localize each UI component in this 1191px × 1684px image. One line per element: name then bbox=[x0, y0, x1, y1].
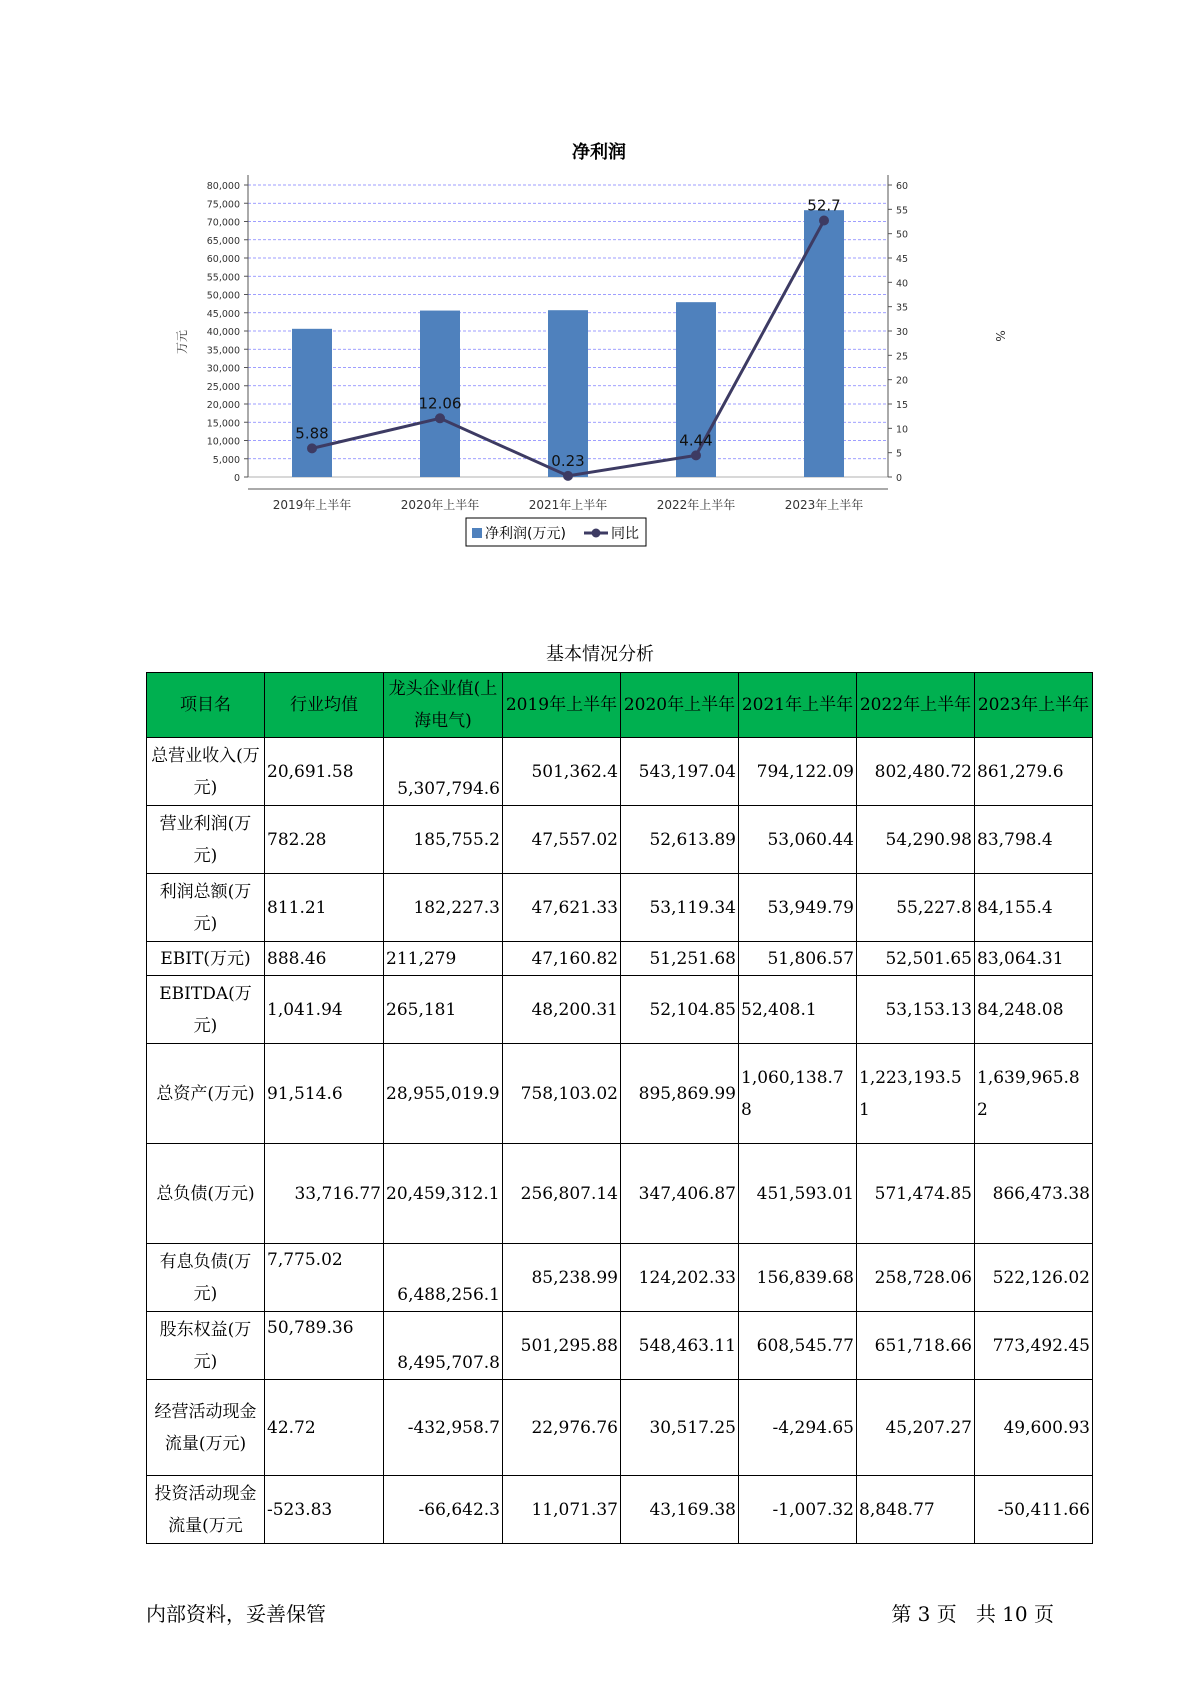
y-tick-label: 5,000 bbox=[212, 454, 240, 466]
cell-2022h1: 651,718.66 bbox=[857, 1312, 975, 1380]
header-item-name: 项目名 bbox=[147, 673, 265, 738]
cell-2022h1: 52,501.65 bbox=[857, 942, 975, 976]
cell-2021h1: 51,806.57 bbox=[739, 942, 857, 976]
yoy-data-label: 12.06 bbox=[418, 394, 462, 413]
yoy-point bbox=[307, 443, 317, 453]
table-row bbox=[147, 1380, 1093, 1476]
cell-industry-avg: 42.72 bbox=[265, 1380, 384, 1476]
row-label: EBITDA(万元) bbox=[147, 976, 265, 1044]
cell-2022h1: 1,223,193.51 bbox=[857, 1044, 975, 1144]
legend-bar-swatch bbox=[472, 528, 482, 538]
yoy-data-label: 4.44 bbox=[679, 431, 713, 450]
cell-2022h1: 571,474.85 bbox=[857, 1144, 975, 1244]
cell-2023h1: 83,064.31 bbox=[975, 942, 1093, 976]
cell-industry-avg: 1,041.94 bbox=[265, 976, 384, 1044]
cell-leader-value: -432,958.7 bbox=[384, 1380, 503, 1476]
row-label: 营业利润(万元) bbox=[147, 806, 265, 874]
table-row bbox=[147, 1144, 1093, 1244]
cell-2023h1: 866,473.38 bbox=[975, 1144, 1093, 1244]
cell-2020h1: 124,202.33 bbox=[621, 1244, 739, 1312]
y-axis-label: 万元 bbox=[175, 329, 189, 355]
row-label: 投资活动现金流量(万元 bbox=[147, 1476, 265, 1544]
legend-line-marker bbox=[592, 529, 601, 538]
chart-bars bbox=[292, 210, 844, 477]
y-tick-label: 60,000 bbox=[206, 254, 240, 265]
cell-leader-value: -66,642.3 bbox=[384, 1476, 503, 1544]
cell-2019h1: 22,976.76 bbox=[503, 1380, 621, 1476]
bar bbox=[804, 210, 844, 477]
cell-2023h1: 773,492.45 bbox=[975, 1312, 1093, 1380]
table-row bbox=[147, 942, 1093, 976]
cell-2022h1: 45,207.27 bbox=[857, 1380, 975, 1476]
table-title: 基本情况分析 bbox=[546, 644, 654, 665]
y-tick-label: 75,000 bbox=[206, 199, 240, 211]
header-2022h1: 2022年上半年 bbox=[857, 673, 975, 738]
row-label: 利润总额(万元) bbox=[147, 874, 265, 942]
cell-2019h1: 501,362.4 bbox=[503, 738, 621, 806]
cell-industry-avg: 782.28 bbox=[265, 806, 384, 874]
yoy-data-label: 52.7 bbox=[807, 196, 841, 215]
header-leader-value: 龙头企业值(上海电气) bbox=[384, 673, 503, 738]
y-tick-label: 25,000 bbox=[206, 381, 240, 393]
cell-2019h1: 47,557.02 bbox=[503, 806, 621, 874]
row-label: 有息负债(万元) bbox=[147, 1244, 265, 1312]
yoy-point bbox=[563, 471, 573, 481]
y-tick-label: 20,000 bbox=[206, 400, 240, 411]
y-tick-label: 35,000 bbox=[206, 345, 240, 357]
table-row bbox=[147, 1244, 1093, 1312]
cell-2022h1: 8,848.77 bbox=[857, 1476, 975, 1544]
x-tick-label: 2020年上半年 bbox=[400, 498, 480, 512]
y-tick-label: 30,000 bbox=[206, 363, 240, 375]
cell-leader-value: 28,955,019.9 bbox=[384, 1044, 503, 1144]
cell-2019h1: 47,160.82 bbox=[503, 942, 621, 976]
cell-2019h1: 758,103.02 bbox=[503, 1044, 621, 1144]
y2-tick-label: 5 bbox=[896, 448, 903, 460]
cell-2021h1: 156,839.68 bbox=[739, 1244, 857, 1312]
cell-2019h1: 501,295.88 bbox=[503, 1312, 621, 1380]
cell-2023h1: 522,126.02 bbox=[975, 1244, 1093, 1312]
legend-bar-label: 净利润(万元) bbox=[485, 526, 566, 542]
header-industry-avg: 行业均值 bbox=[265, 673, 384, 738]
row-label: 经营活动现金流量(万元) bbox=[147, 1380, 265, 1476]
row-label: EBIT(万元) bbox=[147, 942, 265, 976]
yoy-data-label: 5.88 bbox=[295, 424, 329, 443]
cell-2023h1: 83,798.4 bbox=[975, 806, 1093, 874]
cell-leader-value: 20,459,312.1 bbox=[384, 1144, 503, 1244]
y2-tick-label: 15 bbox=[896, 400, 909, 411]
cell-2023h1: 84,248.08 bbox=[975, 976, 1093, 1044]
y-tick-label: 70,000 bbox=[206, 217, 240, 229]
x-tick-label: 2021年上半年 bbox=[528, 498, 608, 512]
y2-tick-label: 20 bbox=[896, 375, 909, 387]
cell-industry-avg: 50,789.36 bbox=[265, 1312, 384, 1380]
table-row bbox=[147, 1476, 1093, 1544]
cell-leader-value: 6,488,256.1 bbox=[384, 1244, 503, 1312]
cell-industry-avg: 20,691.58 bbox=[265, 738, 384, 806]
bar bbox=[292, 329, 332, 477]
net-profit-chart bbox=[150, 130, 1050, 590]
table-row bbox=[147, 976, 1093, 1044]
cell-leader-value: 265,181 bbox=[384, 976, 503, 1044]
cell-2021h1: 1,060,138.78 bbox=[739, 1044, 857, 1144]
header-2019h1: 2019年上半年 bbox=[503, 673, 621, 738]
y-tick-label: 10,000 bbox=[206, 436, 240, 448]
cell-2022h1: 55,227.8 bbox=[857, 874, 975, 942]
y2-tick-label: 10 bbox=[896, 424, 909, 436]
table-row bbox=[147, 1312, 1093, 1380]
cell-2020h1: 895,869.99 bbox=[621, 1044, 739, 1144]
cell-2022h1: 258,728.06 bbox=[857, 1244, 975, 1312]
y-tick-label: 50,000 bbox=[206, 290, 240, 302]
y-tick-label: 65,000 bbox=[206, 235, 240, 247]
yoy-point bbox=[691, 450, 701, 460]
header-2021h1: 2021年上半年 bbox=[739, 673, 857, 738]
cell-2021h1: -4,294.65 bbox=[739, 1380, 857, 1476]
row-label: 股东权益(万元) bbox=[147, 1312, 265, 1380]
cell-industry-avg: 33,716.77 bbox=[265, 1144, 384, 1244]
cell-2021h1: 451,593.01 bbox=[739, 1144, 857, 1244]
y2-tick-label: 40 bbox=[896, 278, 909, 290]
cell-industry-avg: 888.46 bbox=[265, 942, 384, 976]
cell-2022h1: 802,480.72 bbox=[857, 738, 975, 806]
chart-y-axis bbox=[207, 175, 248, 484]
y-tick-label: 15,000 bbox=[206, 418, 240, 430]
row-label: 总资产(万元) bbox=[147, 1044, 265, 1144]
cell-2020h1: 52,104.85 bbox=[621, 976, 739, 1044]
y2-tick-label: 45 bbox=[896, 254, 909, 265]
cell-leader-value: 185,755.2 bbox=[384, 806, 503, 874]
cell-2023h1: 49,600.93 bbox=[975, 1380, 1093, 1476]
y2-tick-label: 50 bbox=[896, 229, 909, 241]
chart-y2-axis bbox=[888, 175, 908, 484]
y-tick-label: 0 bbox=[233, 473, 240, 484]
yoy-point bbox=[435, 413, 445, 423]
cell-2021h1: 53,060.44 bbox=[739, 806, 857, 874]
cell-industry-avg: 7,775.02 bbox=[265, 1244, 384, 1312]
yoy-point bbox=[819, 216, 829, 226]
header-2023h1: 2023年上半年 bbox=[975, 673, 1093, 738]
footer-confidential: 内部资料，妥善保管 bbox=[146, 1602, 326, 1626]
y-tick-label: 45,000 bbox=[206, 308, 240, 320]
cell-2021h1: -1,007.32 bbox=[739, 1476, 857, 1544]
cell-2020h1: 51,251.68 bbox=[621, 942, 739, 976]
cell-2021h1: 52,408.1 bbox=[739, 976, 857, 1044]
cell-leader-value: 211,279 bbox=[384, 942, 503, 976]
cell-leader-value: 5,307,794.6 bbox=[384, 738, 503, 806]
cell-2022h1: 53,153.13 bbox=[857, 976, 975, 1044]
y2-tick-label: 60 bbox=[896, 181, 909, 192]
table-header-row bbox=[147, 673, 1093, 738]
cell-2020h1: 30,517.25 bbox=[621, 1380, 739, 1476]
cell-2019h1: 11,071.37 bbox=[503, 1476, 621, 1544]
chart-title: 净利润 bbox=[572, 142, 626, 163]
cell-industry-avg: 811.21 bbox=[265, 874, 384, 942]
x-tick-label: 2022年上半年 bbox=[656, 498, 736, 512]
cell-2022h1: 54,290.98 bbox=[857, 806, 975, 874]
y2-tick-label: 25 bbox=[896, 351, 909, 363]
y-tick-label: 40,000 bbox=[206, 327, 240, 338]
cell-2021h1: 608,545.77 bbox=[739, 1312, 857, 1380]
cell-2020h1: 548,463.11 bbox=[621, 1312, 739, 1380]
cell-2019h1: 48,200.31 bbox=[503, 976, 621, 1044]
cell-2020h1: 52,613.89 bbox=[621, 806, 739, 874]
cell-industry-avg: 91,514.6 bbox=[265, 1044, 384, 1144]
cell-2023h1: 84,155.4 bbox=[975, 874, 1093, 942]
footer-page-number: 第 3 页 共 10 页 bbox=[891, 1602, 1054, 1626]
cell-2021h1: 53,949.79 bbox=[739, 874, 857, 942]
header-2020h1: 2020年上半年 bbox=[621, 673, 739, 738]
y-tick-label: 55,000 bbox=[206, 272, 240, 284]
y2-tick-label: 55 bbox=[896, 205, 909, 217]
chart-x-axis bbox=[248, 489, 888, 512]
cell-2023h1: -50,411.66 bbox=[975, 1476, 1093, 1544]
cell-2020h1: 347,406.87 bbox=[621, 1144, 739, 1244]
row-label: 总营业收入(万元) bbox=[147, 738, 265, 806]
chart-legend bbox=[466, 518, 646, 546]
yoy-data-label: 0.23 bbox=[551, 451, 585, 470]
cell-2023h1: 861,279.6 bbox=[975, 738, 1093, 806]
table-row bbox=[147, 738, 1093, 806]
cell-2019h1: 47,621.33 bbox=[503, 874, 621, 942]
cell-2020h1: 53,119.34 bbox=[621, 874, 739, 942]
basic-analysis-table bbox=[146, 672, 1093, 1544]
x-tick-label: 2019年上半年 bbox=[272, 498, 352, 512]
cell-2020h1: 43,169.38 bbox=[621, 1476, 739, 1544]
cell-2020h1: 543,197.04 bbox=[621, 738, 739, 806]
cell-2019h1: 85,238.99 bbox=[503, 1244, 621, 1312]
cell-industry-avg: -523.83 bbox=[265, 1476, 384, 1544]
table-row bbox=[147, 1044, 1093, 1144]
y2-axis-label: % bbox=[993, 330, 1007, 342]
cell-leader-value: 8,495,707.8 bbox=[384, 1312, 503, 1380]
row-label: 总负债(万元) bbox=[147, 1144, 265, 1244]
legend-line-label: 同比 bbox=[611, 526, 639, 542]
y-tick-label: 80,000 bbox=[206, 181, 240, 192]
y2-tick-label: 35 bbox=[896, 302, 909, 314]
cell-2019h1: 256,807.14 bbox=[503, 1144, 621, 1244]
cell-2021h1: 794,122.09 bbox=[739, 738, 857, 806]
table-row bbox=[147, 874, 1093, 942]
table-row bbox=[147, 806, 1093, 874]
cell-2023h1: 1,639,965.82 bbox=[975, 1044, 1093, 1144]
cell-leader-value: 182,227.3 bbox=[384, 874, 503, 942]
y2-tick-label: 0 bbox=[896, 473, 903, 484]
y2-tick-label: 30 bbox=[896, 327, 909, 338]
x-tick-label: 2023年上半年 bbox=[784, 498, 864, 512]
